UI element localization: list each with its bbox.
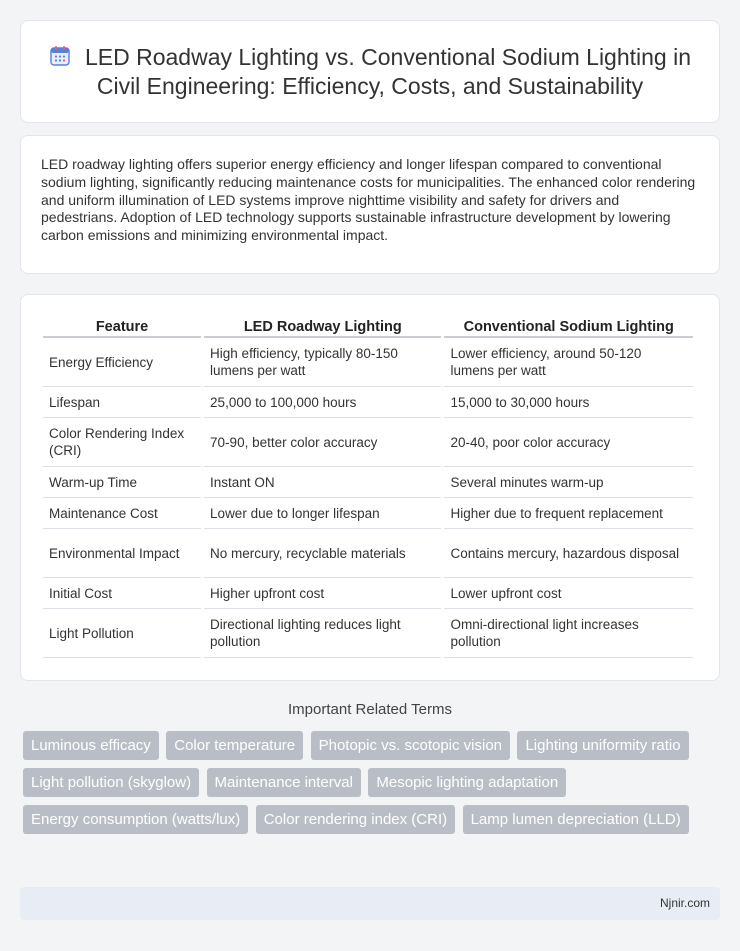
comparison-card	[20, 294, 720, 681]
related-term-tag[interactable]: Mesopic lighting adaptation	[368, 768, 566, 797]
header-led: LED Roadway Lighting	[204, 316, 441, 338]
row-feature: Environmental Impact	[43, 529, 201, 578]
related-term-tag[interactable]: Energy consumption (watts/lux)	[23, 805, 248, 834]
row-sodium-value: 20-40, poor color accuracy	[444, 418, 693, 467]
title-card	[20, 20, 720, 123]
row-sodium-value: Omni-directional light increases pollution	[444, 609, 693, 658]
table-row	[43, 418, 693, 467]
row-led-value: Instant ON	[204, 467, 441, 498]
row-feature: Initial Cost	[43, 578, 201, 609]
table-row	[43, 467, 693, 498]
related-term-tag[interactable]: Maintenance interval	[207, 768, 361, 797]
related-terms-list	[20, 731, 720, 842]
table-row	[43, 529, 693, 578]
row-sodium-value: 15,000 to 30,000 hours	[444, 387, 693, 418]
related-term-tag[interactable]: Lighting uniformity ratio	[517, 731, 688, 760]
row-feature: Light Pollution	[43, 609, 201, 658]
table-row	[43, 338, 693, 387]
page-title	[45, 43, 695, 101]
row-led-value: Directional lighting reduces light pollution	[204, 609, 441, 658]
footer-site-link[interactable]: Njnir.com	[659, 896, 710, 910]
header-sodium: Conventional Sodium Lighting	[444, 316, 693, 338]
row-sodium-value: Higher due to frequent replacement	[444, 498, 693, 529]
row-feature: Color Rendering Index (CRI)	[43, 418, 201, 467]
row-led-value: 25,000 to 100,000 hours	[204, 387, 441, 418]
title-text: LED Roadway Lighting vs. Conventional Sodium Lighting in Civil Engineering: Efficiency, Costs, and Sustainability	[84, 44, 692, 99]
table-row	[43, 609, 693, 658]
table-row	[43, 387, 693, 418]
summary-text: LED roadway lighting offers superior energy efficiency and longer lifespan compared to conventional sodium lighting, significantly reducing maintenance costs for municipalities. The enhanced color rendering and uniform illumination of LED systems improve nighttime visibility and safety for drivers and pedestrians. Adoption of LED technology supports sustainable infrastructure development by lowering carbon emissions and minimizing environmental impact.	[41, 156, 696, 244]
row-feature: Maintenance Cost	[43, 498, 201, 529]
related-term-tag[interactable]: Lamp lumen depreciation (LLD)	[463, 805, 689, 834]
related-term-tag[interactable]: Light pollution (skyglow)	[23, 768, 199, 797]
row-led-value: 70-90, better color accuracy	[204, 418, 441, 467]
related-term-tag[interactable]: Photopic vs. scotopic vision	[311, 731, 510, 760]
related-term-tag[interactable]: Luminous efficacy	[23, 731, 159, 760]
comparison-table	[40, 316, 696, 658]
row-sodium-value: Contains mercury, hazardous disposal	[444, 529, 693, 578]
row-feature: Warm-up Time	[43, 467, 201, 498]
calendar-icon	[49, 45, 71, 67]
related-term-tag[interactable]: Color temperature	[166, 731, 303, 760]
summary-card	[20, 135, 720, 274]
row-feature: Energy Efficiency	[43, 338, 201, 387]
table-row	[43, 578, 693, 609]
footer	[20, 887, 720, 920]
row-led-value: No mercury, recyclable materials	[204, 529, 441, 578]
header-feature: Feature	[43, 316, 201, 338]
table-row	[43, 498, 693, 529]
row-sodium-value: Lower upfront cost	[444, 578, 693, 609]
row-feature: Lifespan	[43, 387, 201, 418]
row-led-value: Higher upfront cost	[204, 578, 441, 609]
related-terms-heading: Important Related Terms	[288, 701, 452, 718]
row-led-value: Lower due to longer lifespan	[204, 498, 441, 529]
row-led-value: High efficiency, typically 80-150 lumens per watt	[204, 338, 441, 387]
row-sodium-value: Lower efficiency, around 50-120 lumens per watt	[444, 338, 693, 387]
row-sodium-value: Several minutes warm-up	[444, 467, 693, 498]
related-term-tag[interactable]: Color rendering index (CRI)	[256, 805, 455, 834]
table-header-row	[43, 316, 693, 338]
